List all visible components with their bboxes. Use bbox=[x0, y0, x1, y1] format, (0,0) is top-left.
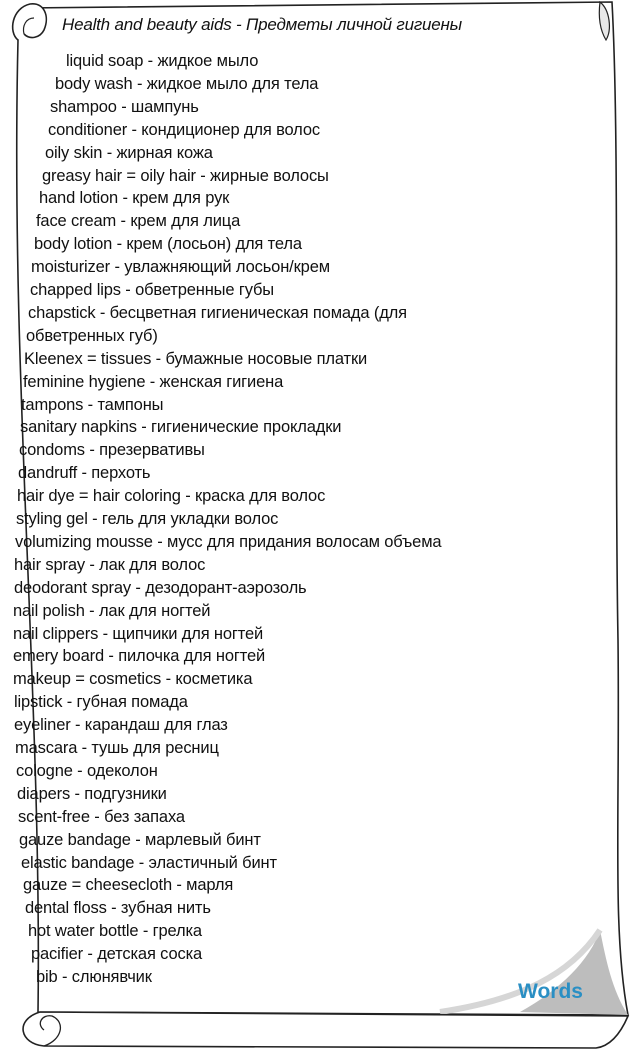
vocab-entry: mascara - тушь для ресниц bbox=[15, 739, 219, 757]
vocab-entry: makeup = cosmetics - косметика bbox=[13, 670, 253, 689]
vocab-entry: feminine hygiene - женская гигиена bbox=[23, 372, 284, 391]
vocab-entry: moisturizer - увлажняющий лосьон/крем bbox=[31, 258, 330, 277]
vocab-entry: eyeliner - карандаш для глаз bbox=[14, 716, 228, 735]
vocab-entry: hair dye = hair coloring - краска для волос bbox=[17, 487, 326, 506]
vocab-entry: shampoo - шампунь bbox=[50, 97, 199, 116]
vocab-entry: liquid soap - жидкое мыло bbox=[66, 52, 259, 70]
vocab-entry: emery board - пилочка для ногтей bbox=[13, 647, 266, 666]
vocab-entry: bib - слюнявчик bbox=[36, 968, 152, 986]
vocab-entry: dandruff - перхоть bbox=[18, 464, 151, 483]
vocab-entry: chapstick - бесцветная гигиеническая помада (для bbox=[28, 303, 407, 322]
vocab-entry: nail polish - лак для ногтей bbox=[13, 601, 211, 620]
vocab-entry: face cream - крем для лица bbox=[36, 212, 241, 231]
vocab-entry: dental floss - зубная нить bbox=[25, 899, 211, 918]
vocab-entry: elastic bandage - эластичный бинт bbox=[21, 853, 277, 872]
bottom-roll-icon bbox=[23, 1012, 628, 1048]
vocab-entry: lipstick - губная помада bbox=[14, 693, 188, 712]
vocab-entry: gauze = cheesecloth - марля bbox=[23, 876, 234, 895]
vocab-entry: обветренных губ) bbox=[26, 326, 158, 345]
vocab-entry: hot water bottle - грелка bbox=[28, 922, 202, 941]
vocab-entry: conditioner - кондиционер для волос bbox=[48, 120, 320, 139]
vocab-entry: sanitary napkins - гигиенические прокладки bbox=[20, 418, 342, 437]
vocab-entry: diapers - подгузники bbox=[17, 784, 167, 803]
vocab-entry: gauze bandage - марлевый бинт bbox=[19, 830, 261, 849]
vocab-entry: styling gel - гель для укладки волос bbox=[16, 510, 279, 528]
vocab-entry: body wash - жидкое мыло для тела bbox=[55, 74, 319, 93]
vocab-entry: condoms - презервативы bbox=[19, 441, 205, 460]
vocab-entry: greasy hair = oily hair - жирные волосы bbox=[42, 166, 329, 185]
top-curl-icon bbox=[13, 4, 47, 40]
vocab-entry: volumizing mousse - мусс для придания волосам объема bbox=[15, 532, 442, 551]
vocab-entry: chapped lips - обветренные губы bbox=[30, 281, 275, 299]
vocab-entry: oily skin - жирная кожа bbox=[45, 143, 213, 162]
vocab-entry: deodorant spray - дезодорант-аэрозоль bbox=[14, 578, 307, 597]
vocab-entry: tampons - тампоны bbox=[21, 395, 164, 414]
brand-logo-text: Words bbox=[518, 980, 583, 1003]
vocab-entry: cologne - одеколон bbox=[16, 761, 158, 780]
vocab-entry: Kleenex = tissues - бумажные носовые платки bbox=[24, 349, 368, 368]
page-title: Health and beauty aids - Предметы личной гигиены bbox=[62, 15, 462, 34]
vocab-entry: hair spray - лак для волос bbox=[14, 555, 206, 574]
vocab-entry: body lotion - крем (лосьон) для тела bbox=[34, 235, 302, 254]
vocab-entry: nail clippers - щипчики для ногтей bbox=[13, 624, 264, 643]
vocab-entry: hand lotion - крем для рук bbox=[39, 189, 230, 208]
vocab-entry: scent-free - без запаха bbox=[18, 807, 185, 826]
vocab-entry: pacifier - детская соска bbox=[31, 945, 203, 964]
